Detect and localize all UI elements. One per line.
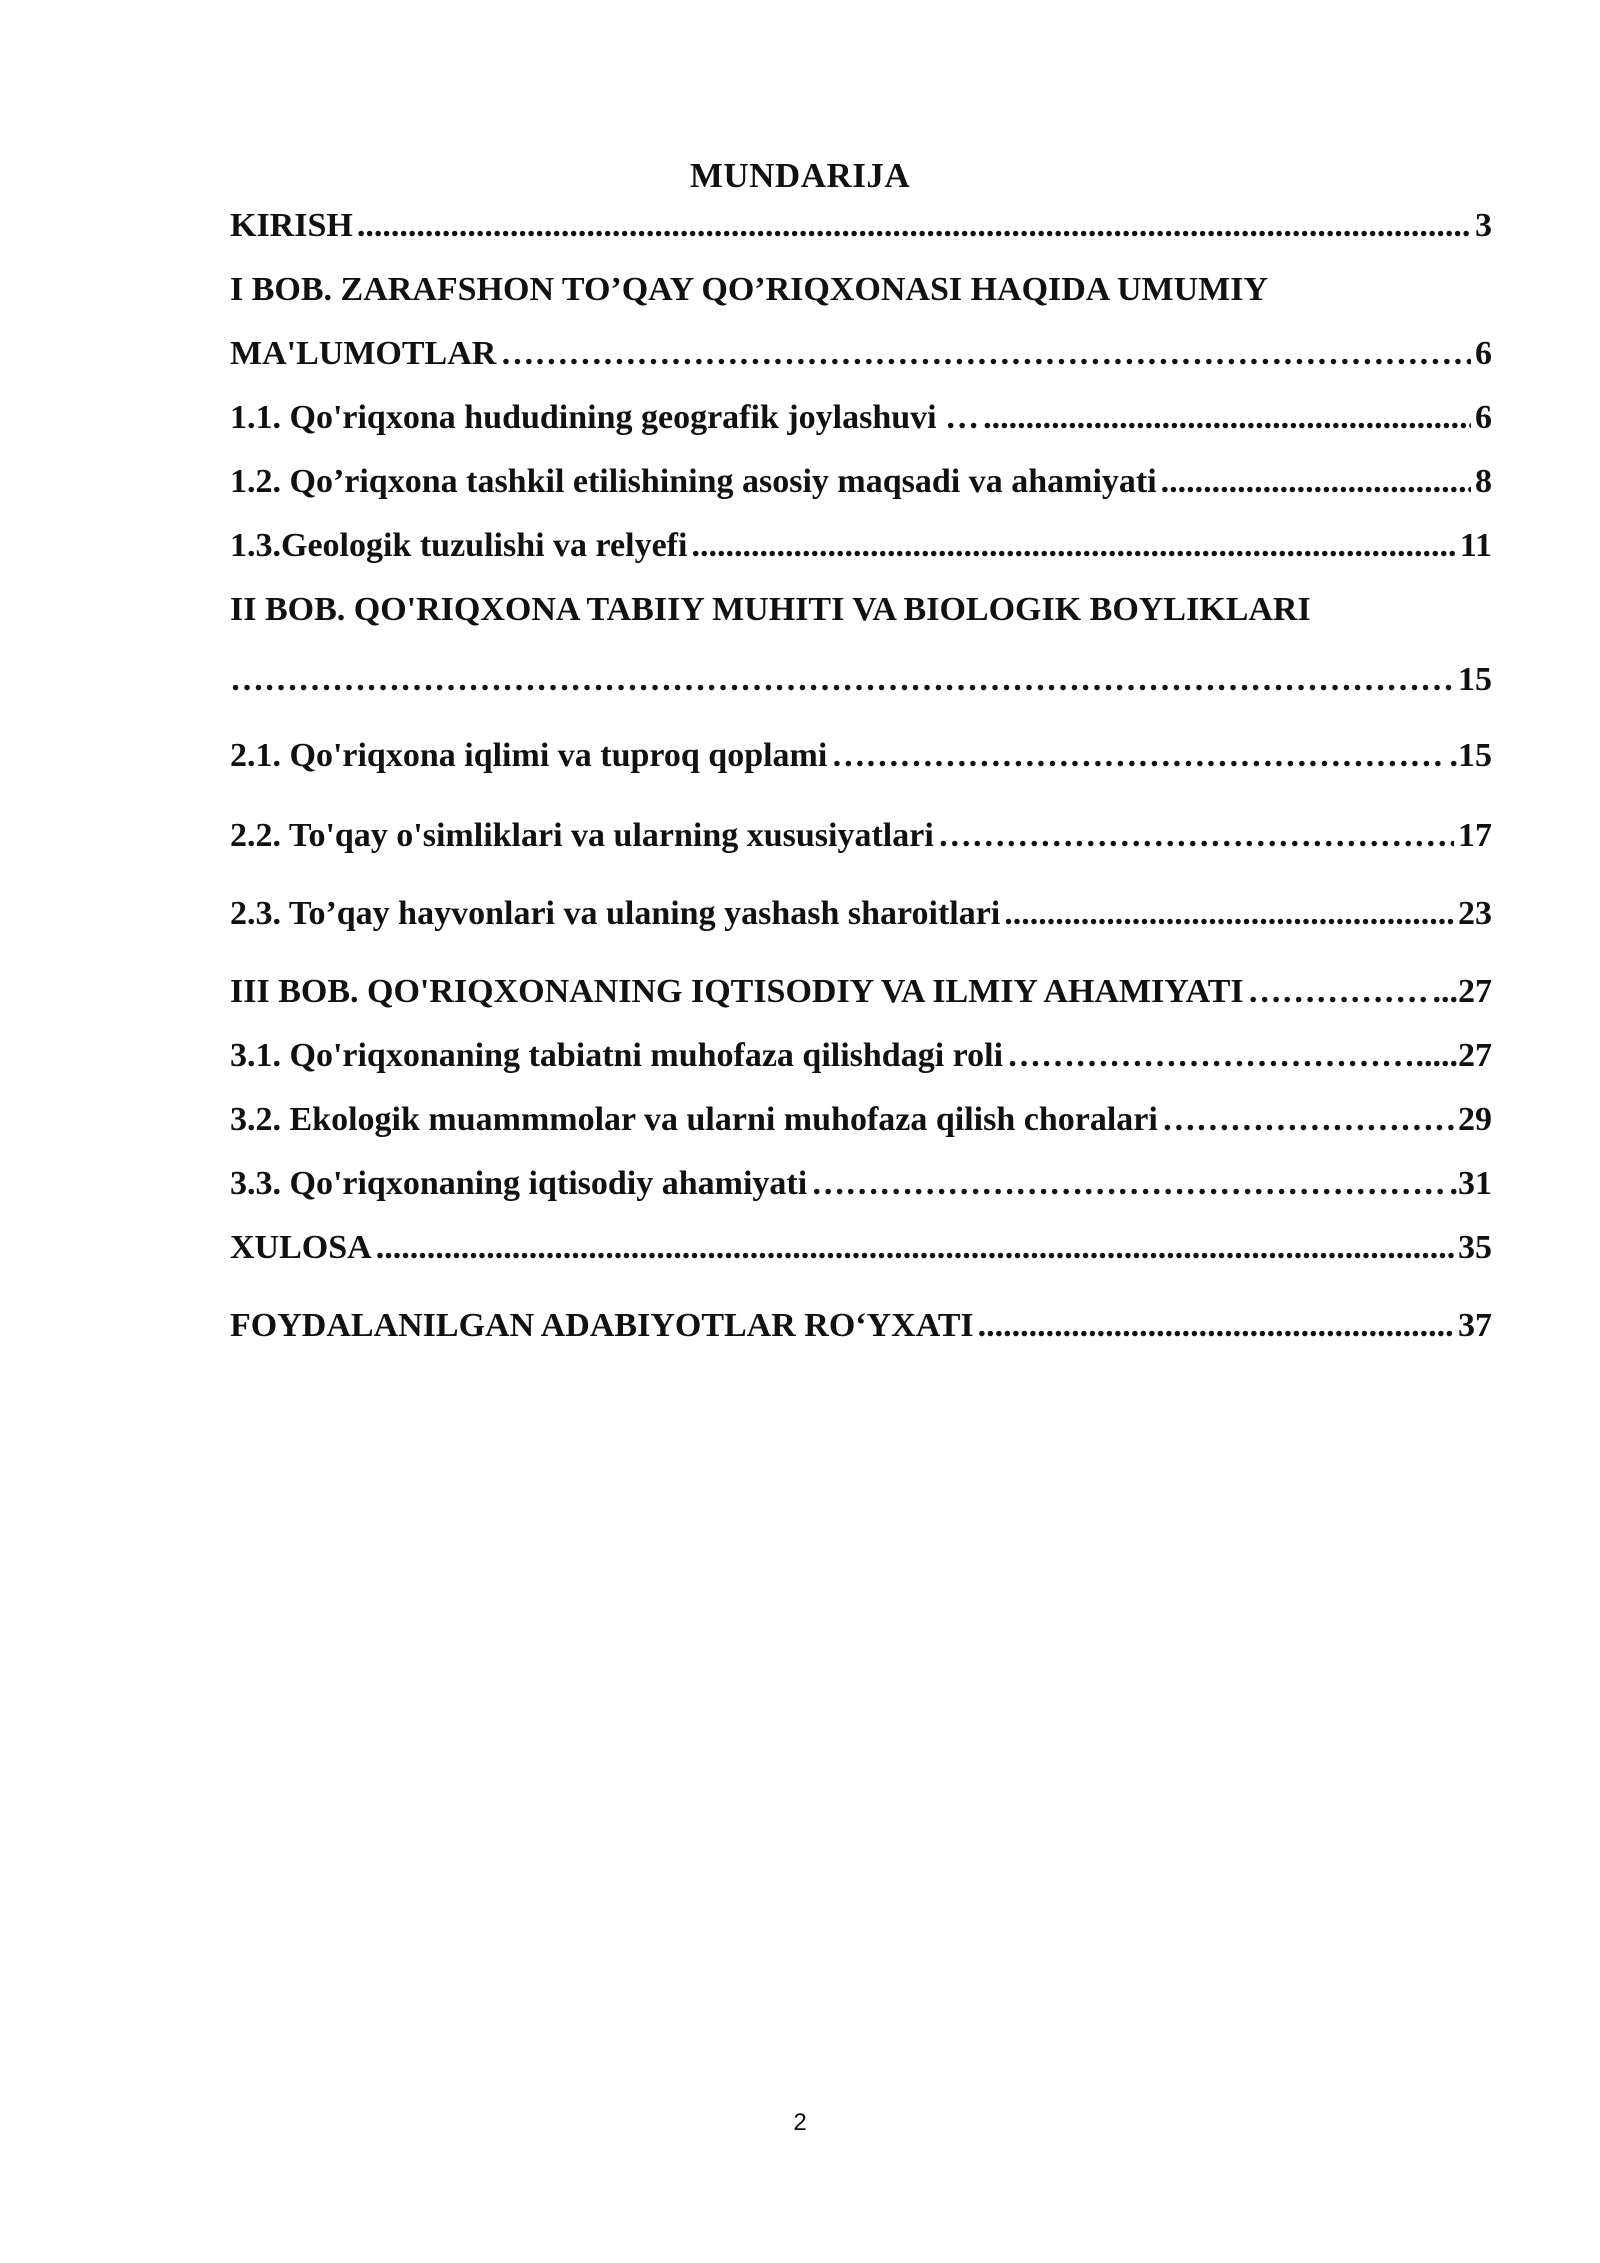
toc-entry-xulosa[interactable] xyxy=(230,1224,1492,1272)
toc-leader-ellipsis xyxy=(230,656,1454,704)
toc-entry-label: 1.3.Geologik tuzulishi va relyefi xyxy=(230,527,688,564)
toc-leader-dots xyxy=(376,1224,1454,1272)
toc-entry-label: FOYDALANILGAN ADABIYOTLAR RO‘YXATI xyxy=(230,1307,974,1344)
toc-leader-dots xyxy=(357,202,1471,250)
toc-entry-page: 17 xyxy=(1458,817,1492,854)
toc-entry-page: 6 xyxy=(1475,399,1492,436)
toc-leader-ellipsis xyxy=(1248,968,1429,1016)
toc-title: MUNDARIJA xyxy=(689,156,911,195)
toc-entry-chapter-2[interactable] xyxy=(230,656,1492,704)
toc-leader-dots xyxy=(1004,890,1454,938)
toc-entry-page: .31 xyxy=(1449,1165,1492,1202)
toc-leader-ellipsis xyxy=(831,732,1445,780)
toc-entry-page: 6 xyxy=(1475,335,1492,372)
toc-entry-page: 15 xyxy=(1458,661,1492,698)
toc-entry-label: KIRISH xyxy=(230,207,353,244)
toc-leader-dots xyxy=(1161,458,1471,506)
toc-leader-dots xyxy=(978,1302,1454,1350)
toc-entry-chapter-1-heading[interactable] xyxy=(230,266,1492,314)
toc-entry-page: 8 xyxy=(1475,463,1492,500)
toc-leader-ellipsis xyxy=(500,330,1471,378)
toc-entry-references[interactable] xyxy=(230,1302,1492,1350)
toc-entry-label: 1.1. Qo'riqxona hududining geografik joylashuvi … xyxy=(230,399,980,436)
toc-entry-label: II BOB. QO'RIQXONA TABIIY MUHITI VA BIOLOGIK BOYLIKLARI xyxy=(230,591,1311,628)
toc-entry-page: 29 xyxy=(1458,1101,1492,1138)
toc-entry-1-2[interactable] xyxy=(230,458,1492,506)
toc-entry-2-3[interactable] xyxy=(230,890,1492,938)
toc-entry-label: 2.2. To'qay o'simliklari va ularning xususiyatlari xyxy=(230,817,934,854)
toc-entry-page: 37 xyxy=(1458,1307,1492,1344)
toc-entry-3-3[interactable] xyxy=(230,1160,1492,1208)
toc-entry-1-1[interactable] xyxy=(230,394,1492,442)
toc-entry-2-2[interactable] xyxy=(230,812,1492,860)
toc-entry-page: 35 xyxy=(1458,1229,1492,1266)
toc-entry-label: 2.3. To’qay hayvonlari va ulaning yashash sharoitlari xyxy=(230,895,1001,932)
toc-entry-page: 11 xyxy=(1459,527,1492,564)
toc-entry-label: 3.2. Ekologik muammmolar va ularni muhofaza qilish choralari xyxy=(230,1101,1158,1138)
toc-leader-ellipsis xyxy=(938,812,1454,860)
toc-entry-kirish[interactable] xyxy=(230,202,1492,250)
toc-entry-chapter-3[interactable] xyxy=(230,968,1492,1016)
toc-leader-ellipsis xyxy=(811,1160,1445,1208)
toc-entry-chapter-2-heading[interactable] xyxy=(230,586,1492,634)
toc-entry-page: .15 xyxy=(1449,737,1492,774)
toc-entry-label: 2.1. Qo'riqxona iqlimi va tuproq qoplami xyxy=(230,737,828,774)
toc-leader-dots xyxy=(983,394,1471,442)
toc-entry-page: ...27 xyxy=(1432,973,1492,1010)
toc-entry-2-1[interactable] xyxy=(230,732,1492,780)
toc-entry-page: .....27 xyxy=(1415,1037,1492,1074)
toc-entry-page: 3 xyxy=(1475,207,1492,244)
toc-entry-label: MA'LUMOTLAR xyxy=(230,335,497,372)
toc-entry-label: III BOB. QO'RIQXONANING IQTISODIY VA ILMIY AHAMIYATI xyxy=(230,973,1244,1010)
toc-entry-label: XULOSA xyxy=(230,1229,372,1266)
toc-entry-3-2[interactable] xyxy=(230,1096,1492,1144)
toc-entry-label: 3.3. Qo'riqxonaning iqtisodiy ahamiyati xyxy=(230,1165,808,1202)
toc-leader-dots xyxy=(691,522,1455,570)
toc-entry-label: I BOB. ZARAFSHON TO’QAY QO’RIQXONASI HAQIDA UMUMIY xyxy=(230,271,1269,308)
toc-entry-1-3[interactable] xyxy=(230,522,1492,570)
toc-leader-ellipsis xyxy=(1162,1096,1454,1144)
toc-entry-page: 23 xyxy=(1458,895,1492,932)
toc-entry-3-1[interactable] xyxy=(230,1032,1492,1080)
toc-entry-chapter-1[interactable] xyxy=(230,330,1492,378)
toc-entry-label: 3.1. Qo'riqxonaning tabiatni muhofaza qilishdagi roli xyxy=(230,1037,1004,1074)
page-number: 2 xyxy=(793,2109,807,2136)
toc-leader-ellipsis xyxy=(1007,1032,1411,1080)
toc-entry-label: 1.2. Qo’riqxona tashkil etilishining asosiy maqsadi va ahamiyati xyxy=(230,463,1157,500)
